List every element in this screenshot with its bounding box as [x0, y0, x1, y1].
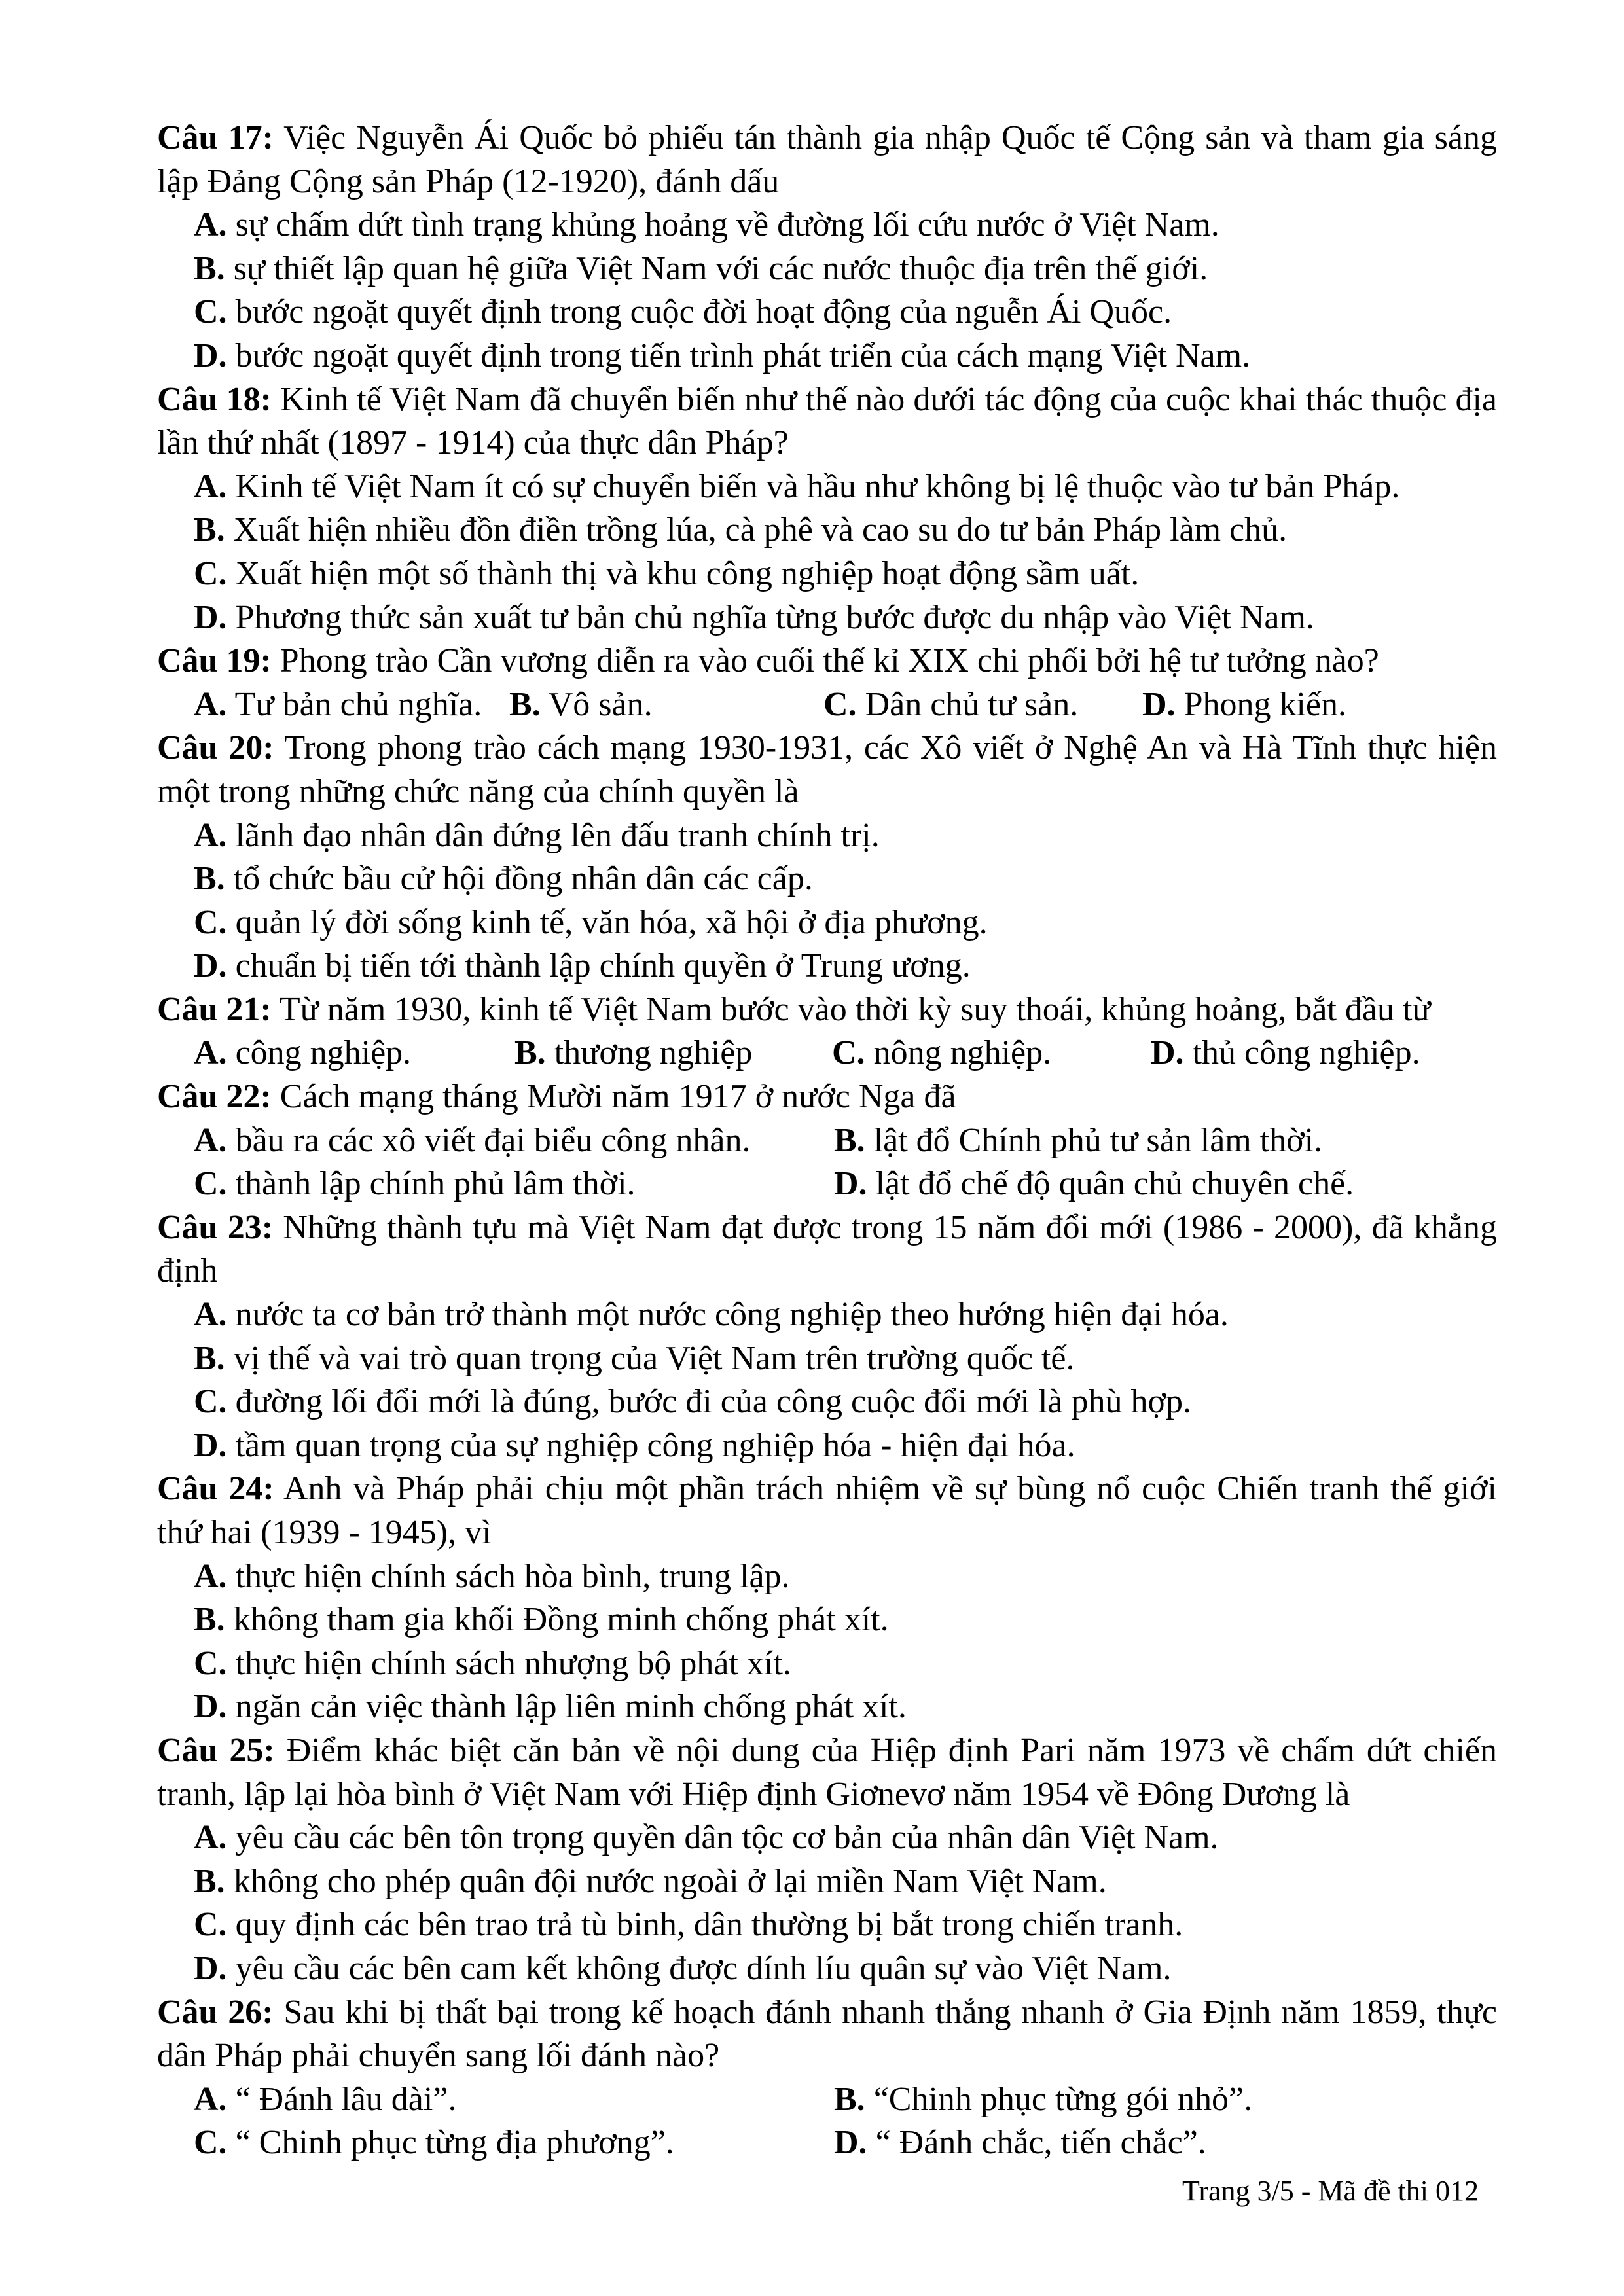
option-d: D. Phong kiến. [1142, 685, 1347, 723]
options-row [194, 2078, 1497, 2122]
option-d: D. ngăn cản việc thành lập liên minh chống phát xít. [194, 1688, 907, 1726]
question-text: Sau khi bị thất bại trong kế hoạch đánh nhanh thắng nhanh ở Gia Định năm 1859, thực dân Pháp phải chuyển sang lối đánh nào? [157, 1993, 1498, 2075]
question-number: Câu 24: [157, 1470, 274, 1508]
question-18 [157, 378, 1497, 640]
question-number: Câu 17: [157, 119, 274, 156]
question-text: Việc Nguyễn Ái Quốc bỏ phiếu tán thành gia nhập Quốc tế Cộng sản và tham gia sáng lập Đảng Cộng sản Pháp (12-1920), đánh dấu [157, 119, 1497, 200]
option-c: C. Dân chủ tư sản. [823, 685, 1079, 723]
question-number: Câu 22: [157, 1078, 272, 1116]
option-a: A. lãnh đạo nhân dân đứng lên đấu tranh chính trị. [194, 816, 880, 854]
question-number: Câu 19: [157, 642, 272, 680]
question-text: Trong phong trào cách mạng 1930-1931, các Xô viết ở Nghệ An và Hà Tĩnh thực hiện một trong những chức năng của chính quyền là [157, 729, 1498, 810]
option-a: A. sự chấm dứt tình trạng khủng hoảng về đường lối cứu nước ở Việt Nam. [194, 206, 1219, 244]
question-21 [157, 988, 1497, 1075]
question-22 [157, 1075, 1497, 1206]
question-text: Điểm khác biệt căn bản về nội dung của Hiệp định Pari năm 1973 về chấm dứt chiến tranh, lập lại hòa bình ở Việt Nam với Hiệp định Giơnevơ năm 1954 về Đông Dương là [157, 1731, 1498, 1813]
option-b: B. Xuất hiện nhiều đồn điền trồng lúa, cà phê và cao su do tư bản Pháp làm chủ. [194, 511, 1288, 549]
option-c: C. quản lý đời sống kinh tế, văn hóa, xã hội ở địa phương. [194, 903, 988, 941]
options-row [194, 1162, 1497, 1206]
question-23 [157, 1206, 1497, 1468]
question-19 [157, 639, 1497, 726]
option-b: B. không tham gia khối Đồng minh chống phát xít. [194, 1601, 889, 1639]
question-number: Câu 26: [157, 1993, 274, 2031]
question-text: Cách mạng tháng Mười năm 1917 ở nước Nga đã [280, 1078, 956, 1116]
option-a: A. nước ta cơ bản trở thành một nước công nghiệp theo hướng hiện đại hóa. [194, 1296, 1229, 1334]
page-footer: Trang 3/5 - Mã đề thi 012 [1182, 2175, 1479, 2207]
option-c: C. quy định các bên trao trả tù binh, dân thường bị bắt trong chiến tranh. [194, 1906, 1183, 1944]
option-d: D. lật đổ chế độ quân chủ chuyên chế. [834, 1165, 1354, 1203]
option-c: C. thực hiện chính sách nhượng bộ phát xít. [194, 1644, 791, 1682]
option-c: C. nông nghiệp. [832, 1034, 1052, 1072]
option-d: D. “ Đánh chắc, tiến chắc”. [834, 2124, 1206, 2162]
question-number: Câu 23: [157, 1208, 274, 1246]
question-number: Câu 25: [157, 1731, 275, 1769]
option-a: A. yêu cầu các bên tôn trọng quyền dân tộc cơ bản của nhân dân Việt Nam. [194, 1819, 1219, 1857]
option-c: C. đường lối đổi mới là đúng, bước đi của công cuộc đổi mới là phù hợp. [194, 1383, 1191, 1421]
option-d: D. chuẩn bị tiến tới thành lập chính quyền ở Trung ương. [194, 947, 971, 985]
option-b: B. tổ chức bầu cử hội đồng nhân dân các cấp. [194, 860, 813, 898]
option-a: A. Tư bản chủ nghĩa. [194, 685, 482, 723]
option-a: A. thực hiện chính sách hòa bình, trung lập. [194, 1557, 790, 1595]
question-24 [157, 1467, 1497, 1729]
question-text: Phong trào Cần vương diễn ra vào cuối thế kỉ XIX chi phối bởi hệ tư tưởng nào? [280, 642, 1379, 680]
option-a: A. Kinh tế Việt Nam ít có sự chuyển biến và hầu như không bị lệ thuộc vào tư bản Pháp. [194, 467, 1400, 505]
question-text: Anh và Pháp phải chịu một phần trách nhiệm về sự bùng nổ cuộc Chiến tranh thế giới thứ hai (1939 - 1945), vì [157, 1470, 1497, 1551]
question-number: Câu 21: [157, 990, 272, 1028]
options-row [194, 2121, 1497, 2165]
option-b: B. vị thế và vai trò quan trọng của Việt Nam trên trường quốc tế. [194, 1339, 1075, 1377]
question-20 [157, 726, 1497, 988]
option-b: B. sự thiết lập quan hệ giữa Việt Nam với các nước thuộc địa trên thế giới. [194, 249, 1208, 287]
question-25 [157, 1729, 1497, 1991]
option-b: B. không cho phép quân đội nước ngoài ở lại miền Nam Việt Nam. [194, 1862, 1107, 1900]
option-c: C. “ Chinh phục từng địa phương”. [194, 2124, 674, 2162]
option-c: C. thành lập chính phủ lâm thời. [194, 1165, 636, 1203]
question-number: Câu 18: [157, 380, 272, 418]
question-text: Từ năm 1930, kinh tế Việt Nam bước vào thời kỳ suy thoái, khủng hoảng, bắt đầu từ [279, 990, 1431, 1028]
option-a: A. bầu ra các xô viết đại biểu công nhân. [194, 1121, 751, 1159]
question-text: Những thành tựu mà Việt Nam đạt được trong 15 năm đổi mới (1986 - 2000), đã khẳng định [157, 1208, 1498, 1290]
option-a: A. công nghiệp. [194, 1034, 412, 1072]
option-a: A. “ Đánh lâu dài”. [194, 2080, 457, 2118]
option-d: D. thủ công nghiệp. [1151, 1034, 1420, 1072]
option-c: C. Xuất hiện một số thành thị và khu công nghiệp hoạt động sầm uất. [194, 554, 1140, 592]
option-d: D. tầm quan trọng của sự nghiệp công nghiệp hóa - hiện đại hóa. [194, 1426, 1075, 1464]
question-number: Câu 20: [157, 729, 274, 767]
options-row [194, 1031, 1497, 1075]
exam-page [157, 117, 1497, 2165]
option-c: C. bước ngoặt quyết định trong cuộc đời hoạt động của nguễn Ái Quốc. [194, 293, 1172, 331]
option-d: D. Phương thức sản xuất tư bản chủ nghĩa từng bước được du nhập vào Việt Nam. [194, 598, 1314, 636]
question-26 [157, 1991, 1497, 2165]
options-row [194, 683, 1497, 727]
question-17 [157, 117, 1497, 378]
option-b: B. “Chinh phục từng gói nhỏ”. [834, 2080, 1253, 2118]
option-d: D. yêu cầu các bên cam kết không được dính líu quân sự vào Việt Nam. [194, 1949, 1172, 1987]
option-b: B. thương nghiệp [514, 1034, 753, 1072]
option-d: D. bước ngoặt quyết định trong tiến trình phát triển của cách mạng Việt Nam. [194, 336, 1251, 374]
option-b: B. lật đổ Chính phủ tư sản lâm thời. [834, 1121, 1323, 1159]
options-row [194, 1119, 1497, 1163]
option-b: B. Vô sản. [509, 685, 653, 723]
question-text: Kinh tế Việt Nam đã chuyển biến như thế nào dưới tác động của cuộc khai thác thuộc địa lần thứ nhất (1897 - 1914) của thực dân Pháp? [157, 380, 1497, 462]
